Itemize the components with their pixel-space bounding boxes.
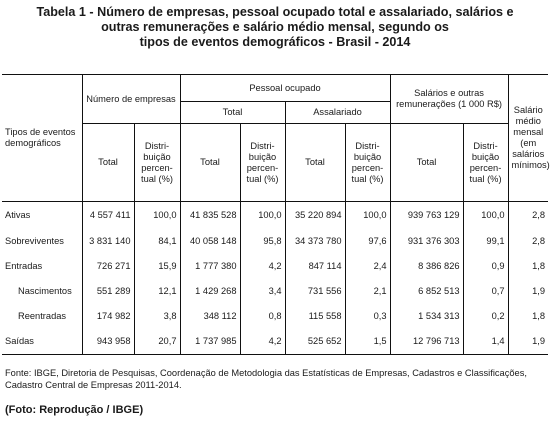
cell: 100,0 bbox=[463, 202, 508, 229]
cell: 939 763 129 bbox=[390, 202, 463, 229]
cell: 20,7 bbox=[134, 329, 180, 355]
header-salarios: Salários e outras remunerações (1 000 R$) bbox=[390, 75, 508, 124]
cell: 2,1 bbox=[345, 279, 390, 304]
title-line-2: outras remunerações e salário médio mensal, segundo os bbox=[101, 20, 449, 34]
cell: 95,8 bbox=[240, 229, 285, 254]
cell: 2,8 bbox=[508, 229, 548, 254]
cell: 2,8 bbox=[508, 202, 548, 229]
cell: 174 982 bbox=[82, 304, 134, 329]
row-label: Saídas bbox=[5, 335, 34, 346]
cell: 726 271 bbox=[82, 254, 134, 279]
cell: 41 835 528 bbox=[180, 202, 240, 229]
row-label: Nascimentos bbox=[18, 285, 72, 296]
cell: 0,3 bbox=[345, 304, 390, 329]
cell: 0,8 bbox=[240, 304, 285, 329]
title-line-1: Tabela 1 - Número de empresas, pessoal ocupado total e assalariado, salários e bbox=[36, 5, 514, 19]
subheader-distribuicao: Distri- buição percen- tual (%) bbox=[345, 124, 390, 202]
cell: 3 831 140 bbox=[82, 229, 134, 254]
header-salario-medio: Salário médio mensal (em salários mínimos) bbox=[508, 75, 548, 202]
cell: 15,9 bbox=[134, 254, 180, 279]
cell: 931 376 303 bbox=[390, 229, 463, 254]
cell: 3,8 bbox=[134, 304, 180, 329]
cell: 99,1 bbox=[463, 229, 508, 254]
subheader-total: Total bbox=[390, 124, 463, 202]
source-note: Fonte: IBGE, Diretoria de Pesquisas, Coordenação de Metodologia das Estatísticas de Empresas, Cadastros e Classificações, Cadastro Central de Empresas 2011-2014. bbox=[5, 368, 527, 390]
cell: 97,6 bbox=[345, 229, 390, 254]
cell: 847 114 bbox=[285, 254, 345, 279]
table-row bbox=[2, 329, 548, 355]
cell: 6 852 513 bbox=[390, 279, 463, 304]
cell: 4 557 411 bbox=[82, 202, 134, 229]
title-line-3: tipos de eventos demográficos - Brasil - 2014 bbox=[139, 35, 411, 49]
table-row bbox=[2, 304, 548, 329]
cell: 34 373 780 bbox=[285, 229, 345, 254]
cell: 943 958 bbox=[82, 329, 134, 355]
table-row bbox=[2, 229, 548, 254]
subheader-total: Total bbox=[180, 124, 240, 202]
cell: 348 112 bbox=[180, 304, 240, 329]
subheader-distribuicao: Distri- buição percen- tual (%) bbox=[463, 124, 508, 202]
header-pessoal-ocupado: Pessoal ocupado bbox=[180, 75, 390, 102]
header-total-group: Total bbox=[180, 102, 285, 124]
cell: 100,0 bbox=[345, 202, 390, 229]
cell: 525 652 bbox=[285, 329, 345, 355]
subheader-distribuicao: Distri- buição percen- tual (%) bbox=[134, 124, 180, 202]
cell: 551 289 bbox=[82, 279, 134, 304]
table-row bbox=[2, 202, 548, 229]
cell: 731 556 bbox=[285, 279, 345, 304]
cell: 100,0 bbox=[240, 202, 285, 229]
table-row bbox=[2, 254, 548, 279]
cell: 12 796 713 bbox=[390, 329, 463, 355]
cell: 8 386 826 bbox=[390, 254, 463, 279]
subheader-distribuicao: Distri- buição percen- tual (%) bbox=[240, 124, 285, 202]
row-label: Sobreviventes bbox=[5, 235, 64, 246]
cell: 1,8 bbox=[508, 254, 548, 279]
cell: 100,0 bbox=[134, 202, 180, 229]
row-label: Ativas bbox=[5, 209, 31, 220]
subheader-total: Total bbox=[285, 124, 345, 202]
cell: 2,4 bbox=[345, 254, 390, 279]
cell: 1 429 268 bbox=[180, 279, 240, 304]
cell: 1 777 380 bbox=[180, 254, 240, 279]
cell: 84,1 bbox=[134, 229, 180, 254]
subheader-total: Total bbox=[82, 124, 134, 202]
photo-credit: (Foto: Reprodução / IBGE) bbox=[5, 404, 144, 416]
header-assalariado: Assalariado bbox=[285, 102, 390, 124]
row-label: Entradas bbox=[5, 260, 43, 271]
cell: 40 058 148 bbox=[180, 229, 240, 254]
cell: 1,4 bbox=[463, 329, 508, 355]
table-row bbox=[2, 279, 548, 304]
cell: 1,9 bbox=[508, 279, 548, 304]
cell: 0,9 bbox=[463, 254, 508, 279]
cell: 35 220 894 bbox=[285, 202, 345, 229]
cell: 1,9 bbox=[508, 329, 548, 355]
table-title bbox=[0, 5, 550, 50]
cell: 1 737 985 bbox=[180, 329, 240, 355]
cell: 12,1 bbox=[134, 279, 180, 304]
row-label: Reentradas bbox=[18, 310, 67, 321]
cell: 115 558 bbox=[285, 304, 345, 329]
cell: 0,2 bbox=[463, 304, 508, 329]
header-row-label: Tipos de eventos demográficos bbox=[2, 75, 82, 202]
cell: 1 534 313 bbox=[390, 304, 463, 329]
cell: 4,2 bbox=[240, 329, 285, 355]
data-table bbox=[2, 74, 548, 355]
cell: 1,5 bbox=[345, 329, 390, 355]
cell: 3,4 bbox=[240, 279, 285, 304]
cell: 4,2 bbox=[240, 254, 285, 279]
header-num-empresas: Número de empresas bbox=[82, 75, 180, 124]
cell: 0,7 bbox=[463, 279, 508, 304]
cell: 1,8 bbox=[508, 304, 548, 329]
